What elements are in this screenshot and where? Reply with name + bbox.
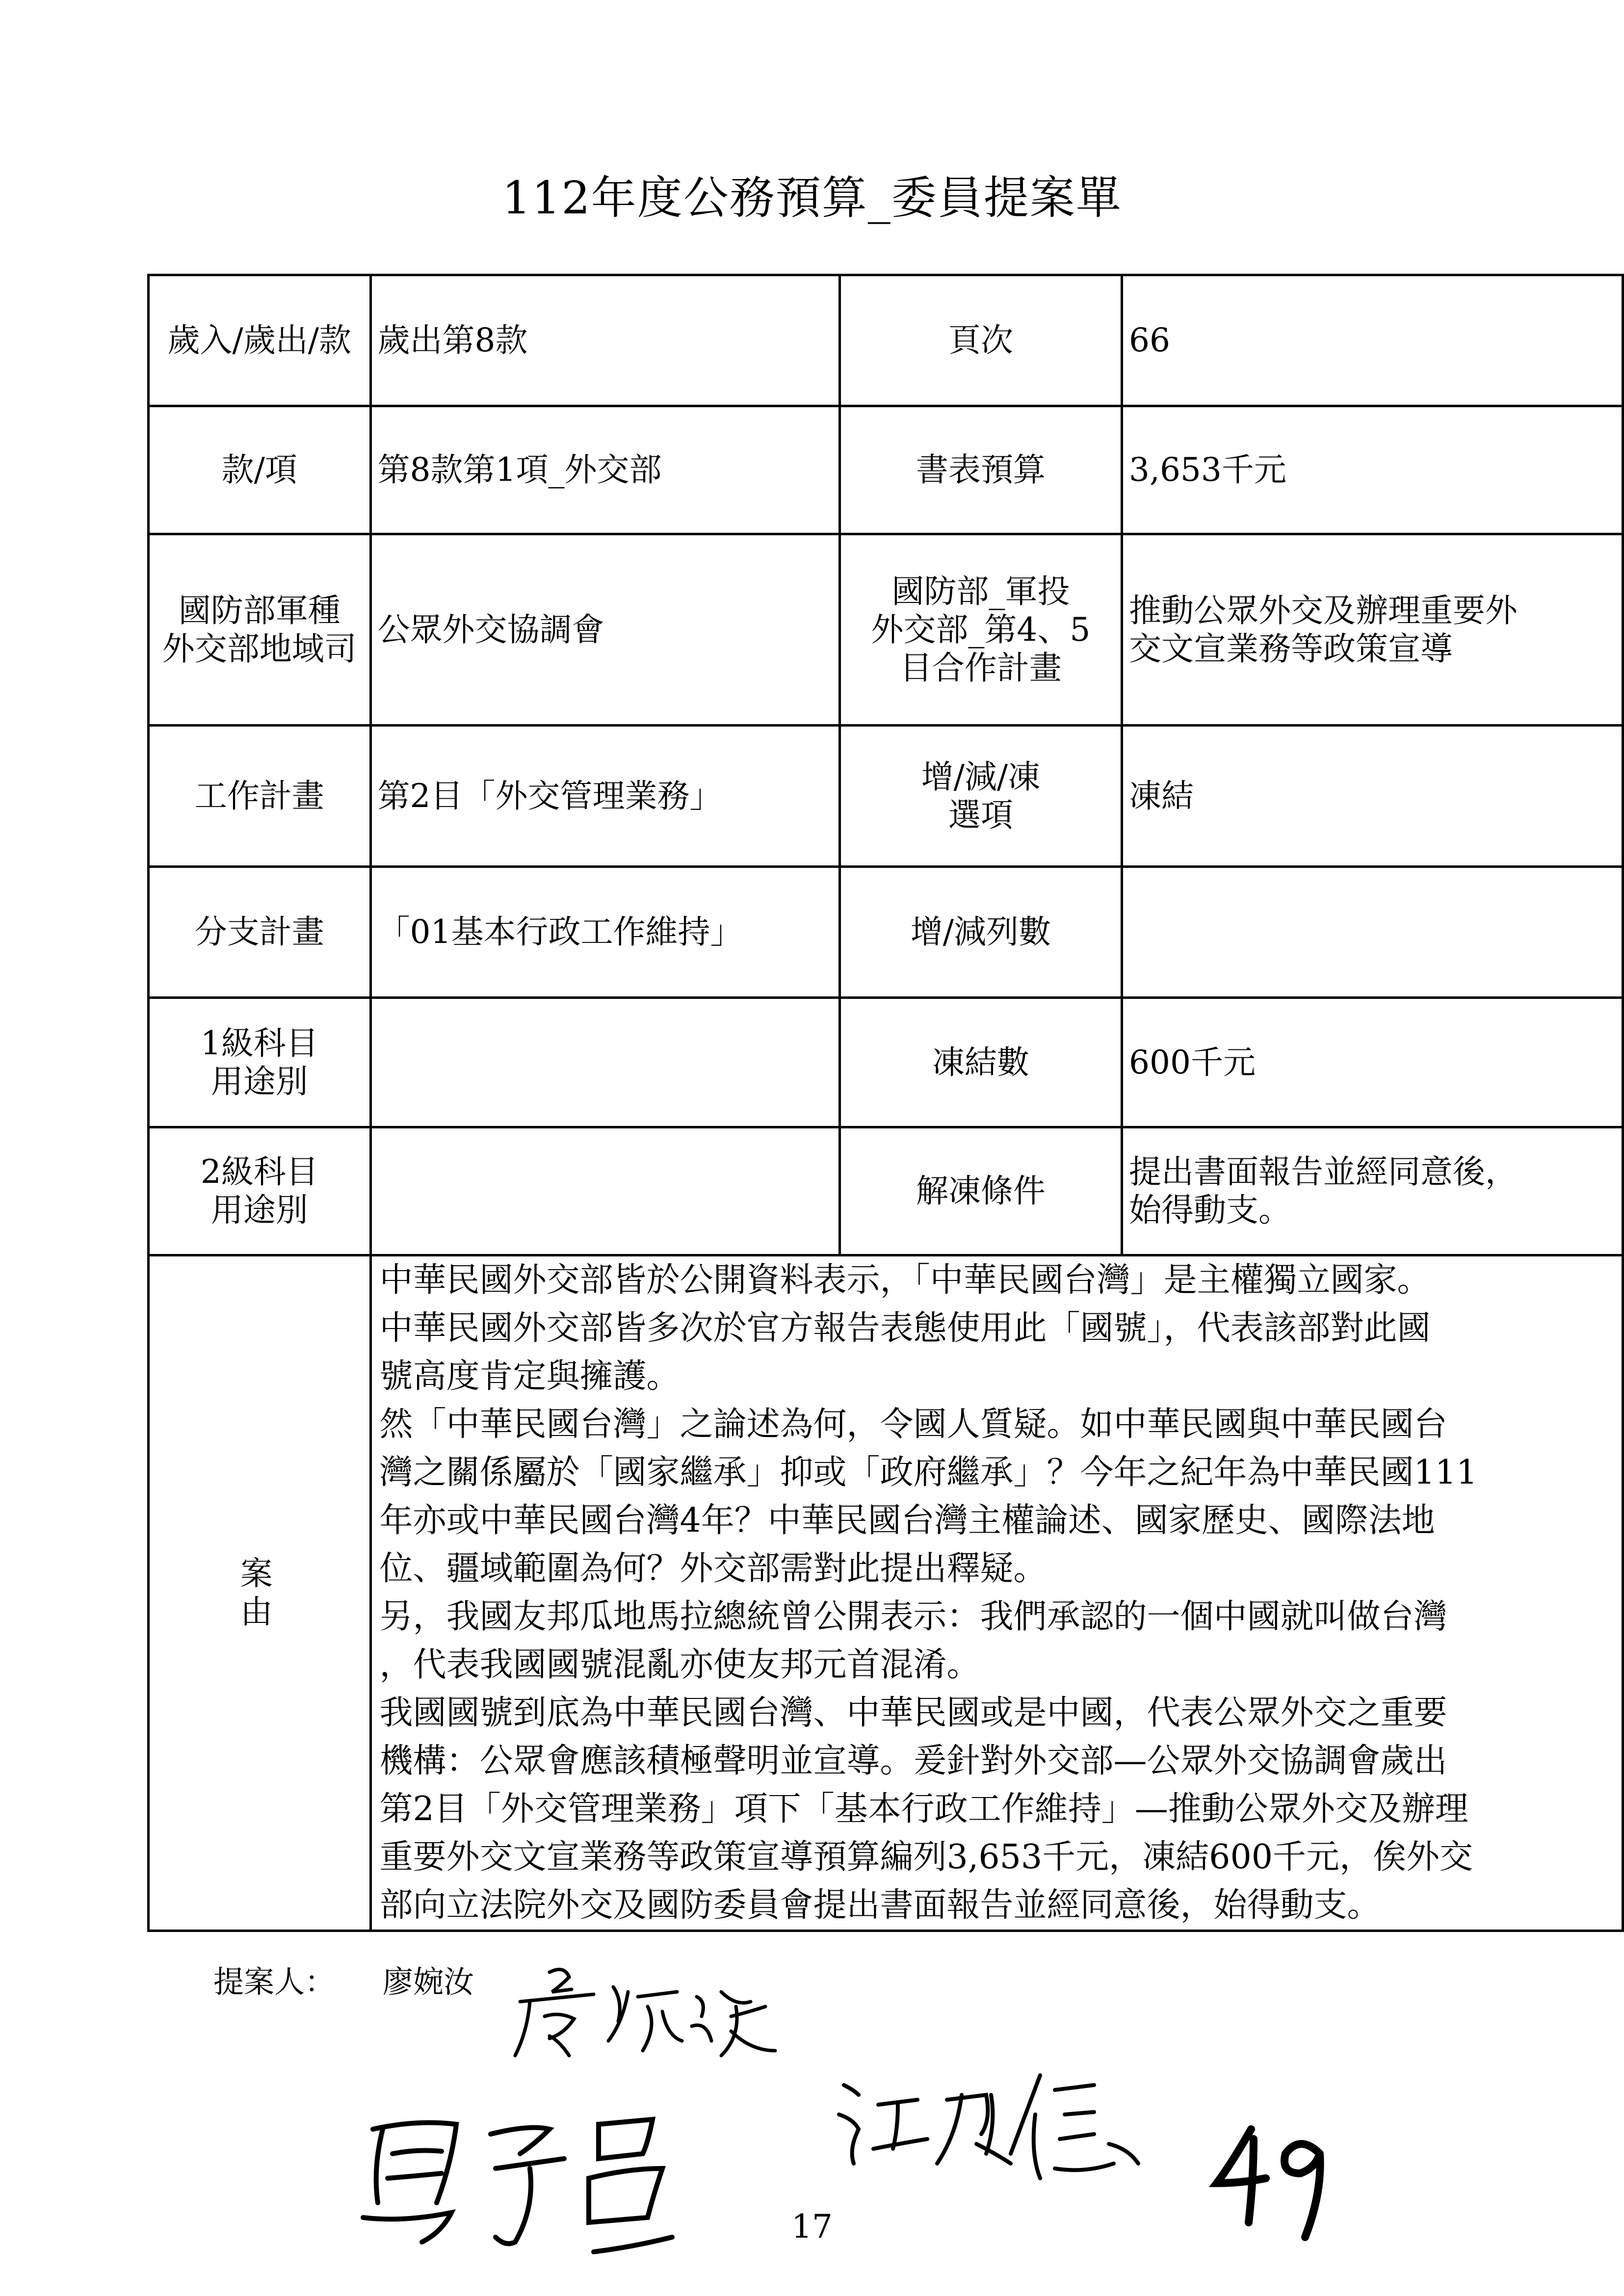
case-text-line: 號高度肯定與擁護。 (379, 1357, 680, 1396)
field-label: 頁次 (839, 275, 1122, 406)
field-value-line: 提出書面報告並經同意後， (1128, 1153, 1518, 1191)
case-text-line: 第2目「外交管理業務」項下「基本行政工作維持」—推動公眾外交及辦理 (379, 1790, 1468, 1828)
table-row (149, 275, 1623, 406)
field-label-line: 1級科目 (200, 1024, 318, 1062)
page-number: 17 (791, 2208, 833, 2245)
case-text (370, 1255, 1623, 1931)
case-text-line: 位、疆域範圍為何？外交部需對此提出釋疑。 (379, 1549, 1047, 1588)
field-label: 工作計畫 (149, 726, 371, 867)
table-row (149, 867, 1623, 998)
field-value: 第2目「外交管理業務」 (370, 726, 839, 867)
field-label (839, 534, 1122, 726)
case-row (149, 1255, 1623, 1931)
case-text-line: 灣之關係屬於「國家繼承」抑或「政府繼承」？今年之紀年為中華民國111 (379, 1453, 1478, 1492)
field-label-line: 用途別 (210, 1191, 308, 1229)
field-label: 凍結數 (839, 998, 1122, 1127)
field-label-line: 增/減/凍 (921, 757, 1041, 796)
field-value: 凍結 (1122, 726, 1623, 867)
form-title: 112年度公務預算_委員提案單 (502, 172, 1122, 224)
proposal-table (147, 274, 1624, 1932)
field-value-line: 始得動支。 (1128, 1191, 1291, 1229)
field-value: 600千元 (1122, 998, 1623, 1127)
field-label-line: 國防部軍種 (178, 591, 341, 629)
signature-liao (500, 1962, 805, 2080)
field-value: 66 (1122, 275, 1623, 406)
field-label: 書表預算 (839, 406, 1122, 534)
field-value-line: 交文宣業務等政策宣導 (1128, 629, 1453, 668)
case-text-line: 中華民國外交部皆多次於官方報告表態使用此「國號」，代表該部對此國 (379, 1309, 1431, 1348)
table-row (149, 998, 1623, 1127)
case-text-line: 中華民國外交部皆於公開資料表示，「中華民國台灣」是主權獨立國家。 (379, 1261, 1431, 1300)
field-label (149, 534, 371, 726)
field-label-line: 2級科目 (200, 1153, 318, 1191)
field-value (1122, 867, 1623, 998)
field-value-line: 推動公眾外交及辦理重要外 (1128, 591, 1518, 629)
field-value (370, 1127, 839, 1255)
field-label: 分支計畫 (149, 867, 371, 998)
field-label-line: 外交部_第4、5 (871, 610, 1091, 649)
case-text-line: 部向立法院外交及國防委員會提出書面報告並經同意後，始得動支。 (379, 1886, 1381, 1925)
field-label: 款/項 (149, 406, 371, 534)
table-row (149, 726, 1623, 867)
field-value: 第8款第1項_外交部 (370, 406, 839, 534)
proposer-label: 提案人： (213, 1964, 336, 2000)
case-text-line: 另，我國友邦瓜地馬拉總統曾公開表示：我們承認的一個中國就叫做台灣 (379, 1597, 1447, 1636)
field-value (1122, 1127, 1623, 1255)
field-value: 3,653千元 (1122, 406, 1623, 534)
field-label (839, 726, 1122, 867)
field-value: 「01基本行政工作維持」 (370, 867, 839, 998)
case-text-line: ，代表我國國號混亂亦使友邦元首混淆。 (379, 1645, 980, 1684)
table-row (149, 1127, 1623, 1255)
field-label: 增/減列數 (839, 867, 1122, 998)
table-row (149, 534, 1623, 726)
field-label-line: 目合作計畫 (899, 649, 1062, 687)
signature-chiang (834, 2061, 1187, 2188)
case-text-line: 我國國號到底為中華民國台灣、中華民國或是中國，代表公眾外交之重要 (379, 1694, 1447, 1732)
field-label-line: 選項 (948, 796, 1013, 834)
field-value: 歲出第8款 (370, 275, 839, 406)
field-value: 公眾外交協調會 (370, 534, 839, 726)
field-label: 解凍條件 (839, 1127, 1122, 1255)
case-text-line: 機構：公眾會應該積極聲明並宣導。爰針對外交部—公眾外交協調會歲出 (379, 1742, 1447, 1780)
proposer-name: 廖婉汝 (383, 1964, 474, 2000)
field-label-line: 用途別 (210, 1062, 308, 1100)
table-row (149, 406, 1623, 534)
field-label (149, 1127, 371, 1255)
field-label-line: 外交部地域司 (162, 629, 357, 668)
case-text-line: 重要外交文宣業務等政策宣導預算編列3,653千元，凍結600千元，俟外交 (379, 1838, 1473, 1877)
case-text-line: 年亦或中華民國台灣4年？中華民國台灣主權論述、國家歷史、國際法地 (379, 1501, 1435, 1540)
field-label (149, 998, 371, 1127)
case-label: 案由 (149, 1255, 371, 1931)
case-text-line: 然「中華民國台灣」之論述為何，令國人質疑。如中華民國與中華民國台 (379, 1405, 1447, 1444)
field-value (370, 998, 839, 1127)
field-label: 歲入/歲出/款 (149, 275, 371, 406)
field-value (1122, 534, 1623, 726)
field-label-line: 國防部_軍投 (891, 572, 1070, 610)
